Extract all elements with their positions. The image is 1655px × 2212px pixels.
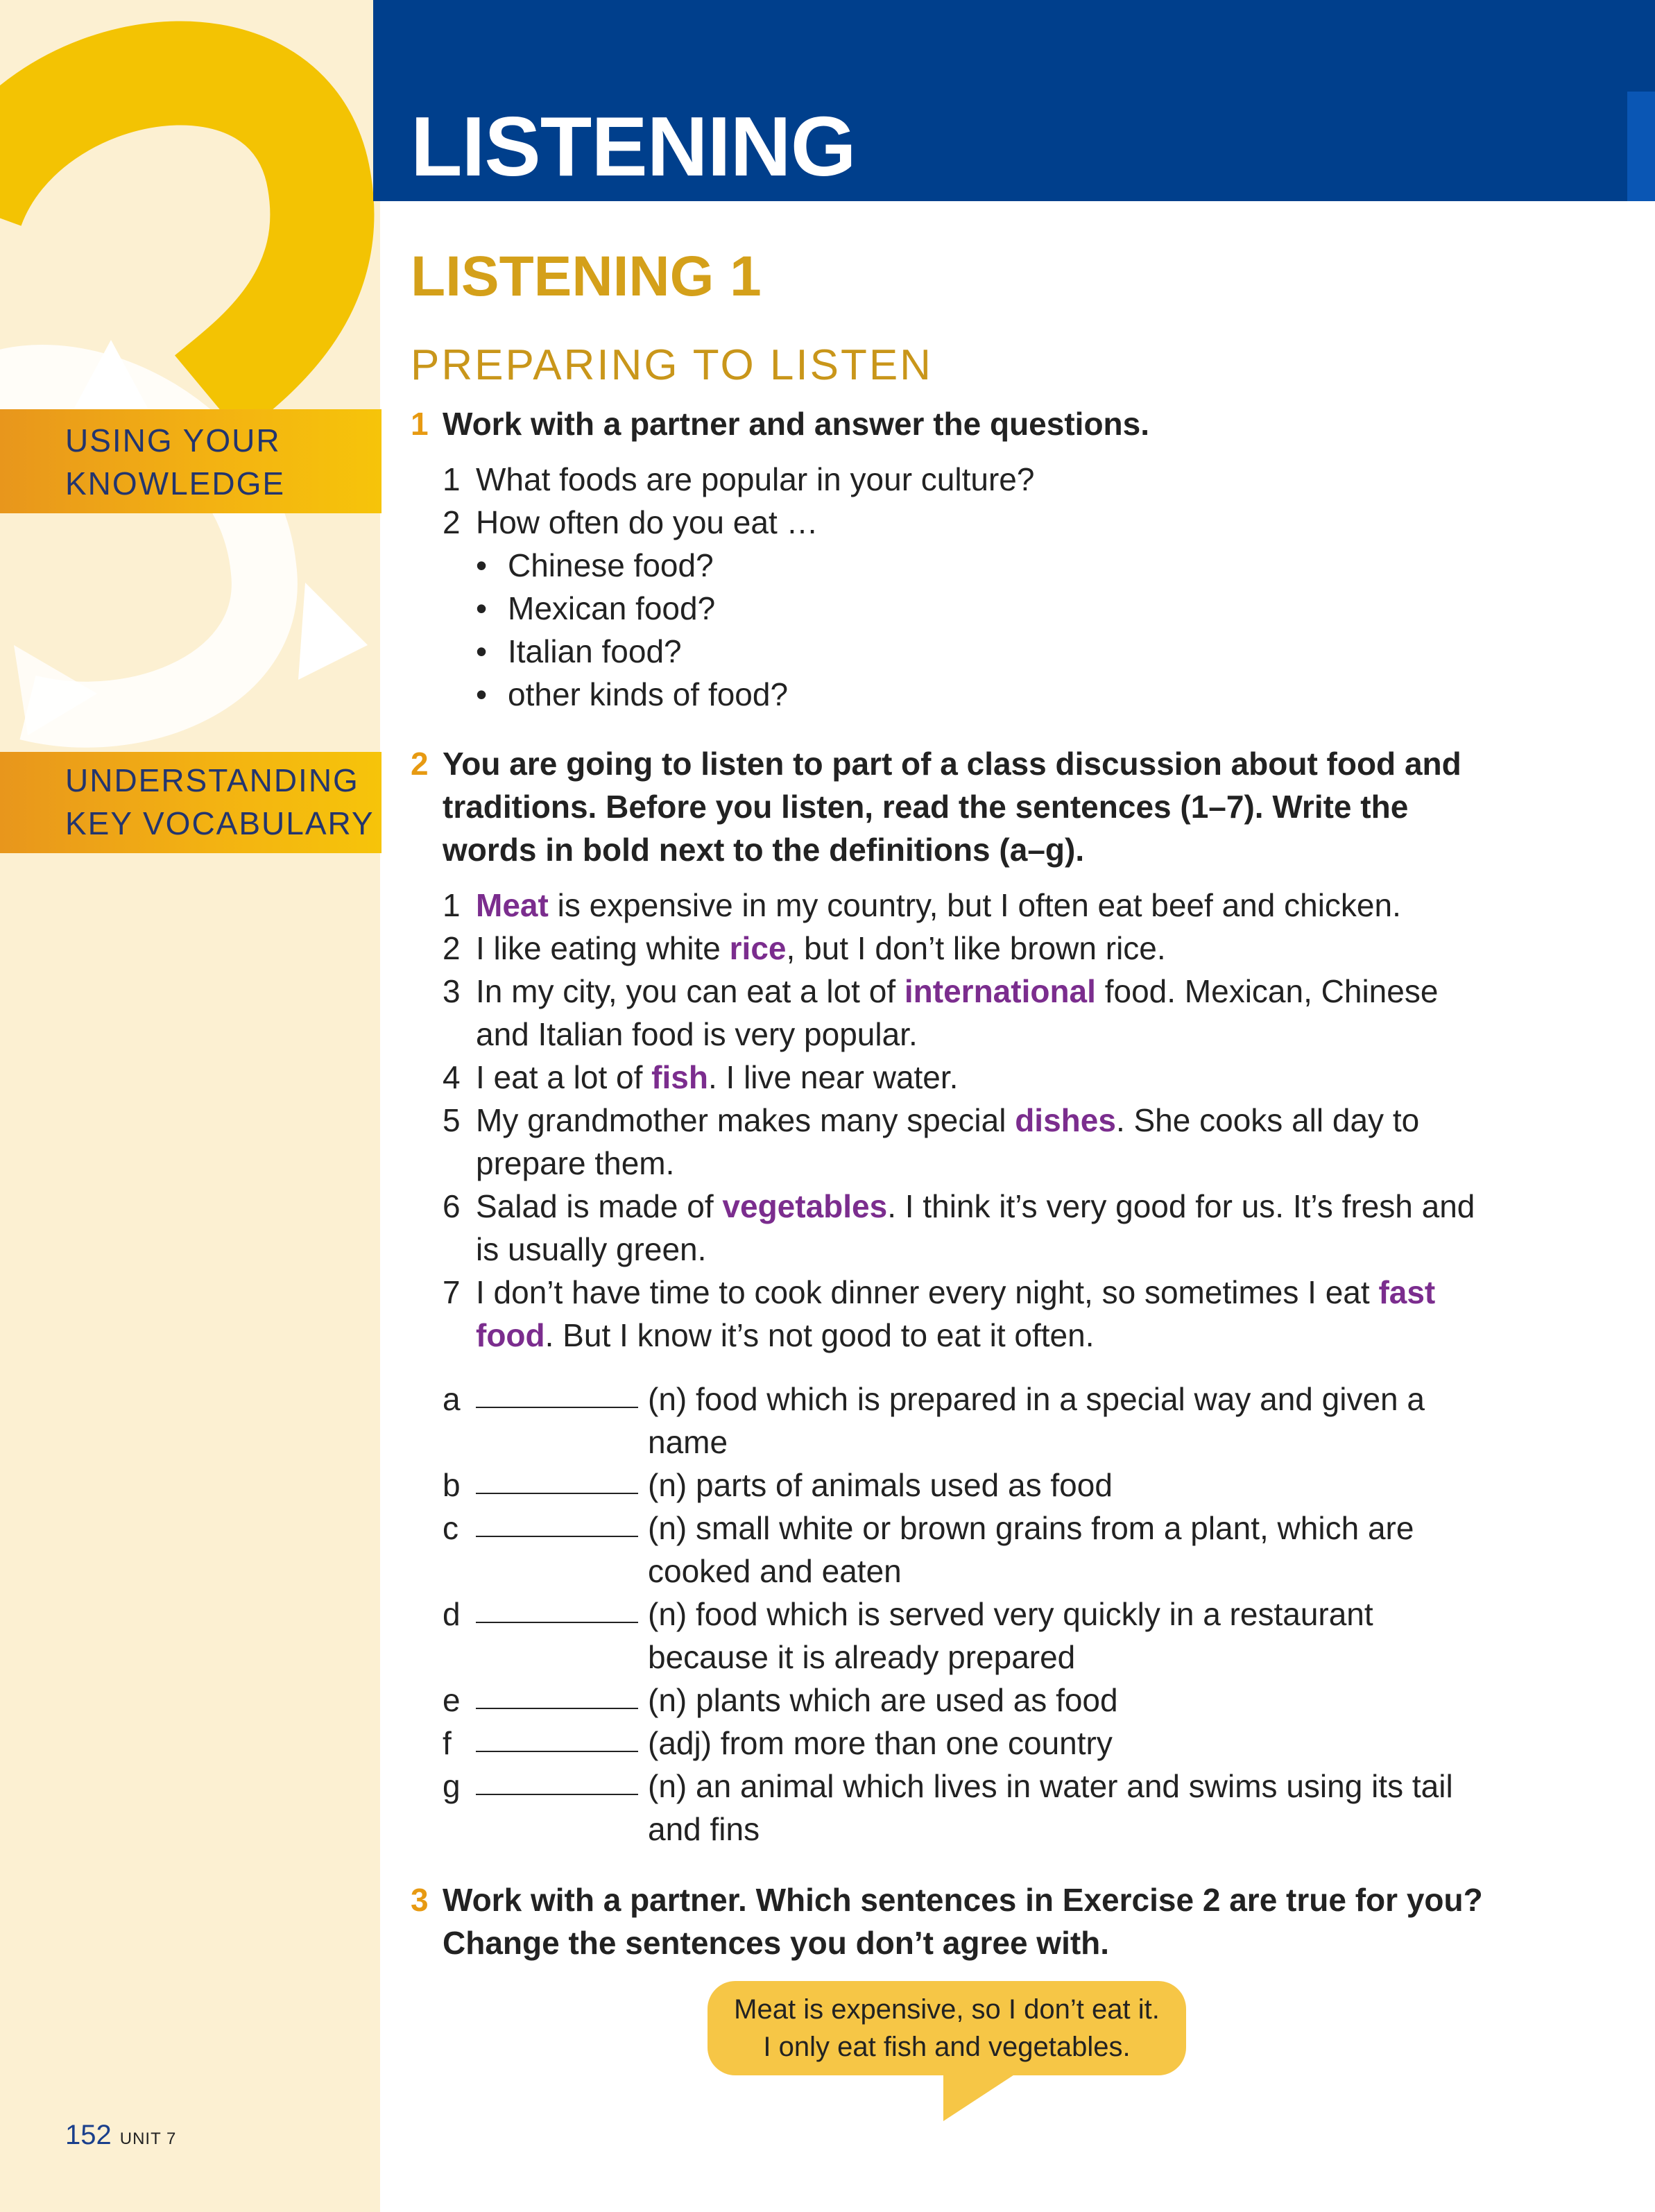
- answer-blank[interactable]: [476, 1593, 638, 1623]
- definition-letter: g: [443, 1768, 461, 1804]
- sentence-text: I eat a lot of fish. I live near water.: [476, 1059, 959, 1095]
- sentence-item: [443, 1271, 1495, 1357]
- definition-letter: c: [443, 1510, 458, 1546]
- bullet-icon: •: [476, 676, 488, 712]
- sentence-text: I like eating white rice, but I don’t like brown rice.: [476, 930, 1166, 966]
- sentence-text: Meat is expensive in my country, but I often eat beef and chicken.: [476, 887, 1401, 923]
- definition-letter: f: [443, 1725, 452, 1761]
- keyword: Meat: [476, 887, 549, 923]
- sidebar-label-understanding-key-vocabulary: [0, 752, 381, 853]
- sentence-text: I don’t have time to cook dinner every night, so sometimes I eat fast food. But I know it’s not good to eat it often.: [476, 1274, 1436, 1353]
- bullet-icon: •: [476, 633, 488, 669]
- exercise-2-sentences: [443, 884, 1495, 1357]
- sentence-text: My grandmother makes many special dishes. She cooks all day to prepare them.: [476, 1102, 1420, 1181]
- bullet-text: Chinese food?: [508, 547, 714, 583]
- sentence-number: 3: [443, 973, 461, 1009]
- sentence-text: Salad is made of vegetables. I think it’s very good for us. It’s fresh and is usually green.: [476, 1188, 1475, 1267]
- bullet-item: [443, 630, 1495, 673]
- exercise-text: Work with a partner. Which sentences in Exercise 2 are true for you? Change the sentences you don’t agree with.: [443, 1882, 1483, 1961]
- bullet-item: [443, 673, 1495, 716]
- bullet-text: Italian food?: [508, 633, 682, 669]
- header-accent: [1627, 92, 1655, 201]
- exercise-number: 2: [411, 746, 429, 782]
- definitions-list: [443, 1378, 1459, 1851]
- unit-number-graphic: [0, 0, 380, 2212]
- exercise-number: 3: [411, 1882, 429, 1918]
- sidebar-label-line: KNOWLEDGE: [65, 465, 286, 501]
- bullet-icon: •: [476, 547, 488, 583]
- definition-letter: b: [443, 1467, 461, 1503]
- answer-blank[interactable]: [476, 1722, 638, 1752]
- question-item: [443, 458, 1495, 501]
- sentence-number: 6: [443, 1188, 461, 1224]
- definition-item: [443, 1593, 1459, 1679]
- speech-bubble-tail: [943, 2071, 1020, 2121]
- exercise-3-prompt: [411, 1878, 1511, 1964]
- sentence-number: 4: [443, 1059, 461, 1095]
- keyword: international: [904, 973, 1096, 1009]
- unit-label: UNIT 7: [119, 2129, 177, 2148]
- answer-blank[interactable]: [476, 1507, 638, 1537]
- answer-blank[interactable]: [476, 1679, 638, 1709]
- sidebar-label-using-your-knowledge: [0, 409, 381, 513]
- section-subtitle: PREPARING TO LISTEN: [411, 341, 933, 389]
- sentence-item: [443, 1185, 1495, 1271]
- sidebar-label-line: KEY VOCABULARY: [65, 805, 375, 841]
- definition-item: [443, 1464, 1459, 1507]
- definition-text: (n) small white or brown grains from a plant, which are cooked and eaten: [648, 1510, 1414, 1589]
- definition-text: (n) plants which are used as food: [648, 1682, 1118, 1718]
- bullet-item: [443, 544, 1495, 587]
- exercise-number: 1: [411, 406, 429, 442]
- answer-blank[interactable]: [476, 1765, 638, 1795]
- bullet-icon: •: [476, 590, 488, 626]
- definition-item: [443, 1722, 1459, 1765]
- sentence-item: [443, 1099, 1495, 1185]
- definition-item: [443, 1507, 1459, 1593]
- sidebar: [0, 0, 380, 2212]
- definition-letter: e: [443, 1682, 461, 1718]
- exercise-2-prompt: [411, 742, 1511, 871]
- sentence-number: 2: [443, 930, 461, 966]
- page-footer: [65, 2120, 176, 2151]
- sentence-item: [443, 1056, 1495, 1099]
- definition-text: (n) parts of animals used as food: [648, 1467, 1113, 1503]
- definition-text: (adj) from more than one country: [648, 1725, 1113, 1761]
- keyword: rice: [729, 930, 787, 966]
- answer-blank[interactable]: [476, 1464, 638, 1494]
- keyword: dishes: [1015, 1102, 1116, 1138]
- speech-bubble-line: I only eat fish and vegetables.: [763, 2032, 1131, 2062]
- bullet-text: other kinds of food?: [508, 676, 789, 712]
- speech-bubble: [708, 1981, 1186, 2075]
- answer-blank[interactable]: [476, 1378, 638, 1408]
- sidebar-label-line: USING YOUR: [65, 422, 281, 458]
- sentence-number: 7: [443, 1274, 461, 1310]
- sentence-number: 1: [443, 887, 461, 923]
- question-number: 2: [443, 504, 461, 540]
- sidebar-label-line: UNDERSTANDING: [65, 762, 359, 798]
- definition-item: [443, 1378, 1459, 1464]
- page-title: LISTENING: [411, 99, 856, 194]
- sentence-item: [443, 884, 1495, 927]
- definition-letter: a: [443, 1381, 461, 1417]
- exercise-text: Work with a partner and answer the questions.: [443, 406, 1150, 442]
- question-text: What foods are popular in your culture?: [476, 461, 1035, 497]
- sentence-text: In my city, you can eat a lot of international food. Mexican, Chinese and Italian food is very popular.: [476, 973, 1439, 1052]
- question-text: How often do you eat …: [476, 504, 818, 540]
- definition-text: (n) food which is served very quickly in a restaurant because it is already prepared: [648, 1596, 1373, 1675]
- sentence-item: [443, 970, 1495, 1056]
- definition-letter: d: [443, 1596, 461, 1632]
- exercise-1-questions: [443, 458, 1495, 716]
- sentence-item: [443, 927, 1495, 970]
- keyword: vegetables: [722, 1188, 888, 1224]
- speech-bubble-line: Meat is expensive, so I don’t eat it.: [734, 1994, 1160, 2025]
- section-title: LISTENING 1: [411, 245, 762, 308]
- definition-text: (n) an animal which lives in water and swims using its tail and fins: [648, 1768, 1453, 1847]
- keyword: fast food: [476, 1274, 1436, 1353]
- question-number: 1: [443, 461, 461, 497]
- bullet-item: [443, 587, 1495, 630]
- keyword: fish: [651, 1059, 708, 1095]
- bullet-text: Mexican food?: [508, 590, 716, 626]
- definition-text: (n) food which is prepared in a special way and given a name: [648, 1381, 1425, 1460]
- exercise-1-prompt: [411, 402, 1511, 445]
- definition-item: [443, 1679, 1459, 1722]
- exercise-text: You are going to listen to part of a class discussion about food and traditions. Before you listen, read the sentences (1–7). Write the words in bold next to the definitions (a–g).: [443, 746, 1461, 868]
- sentence-number: 5: [443, 1102, 461, 1138]
- question-item: [443, 501, 1495, 544]
- page-number: 152: [65, 2120, 112, 2150]
- definition-item: [443, 1765, 1459, 1851]
